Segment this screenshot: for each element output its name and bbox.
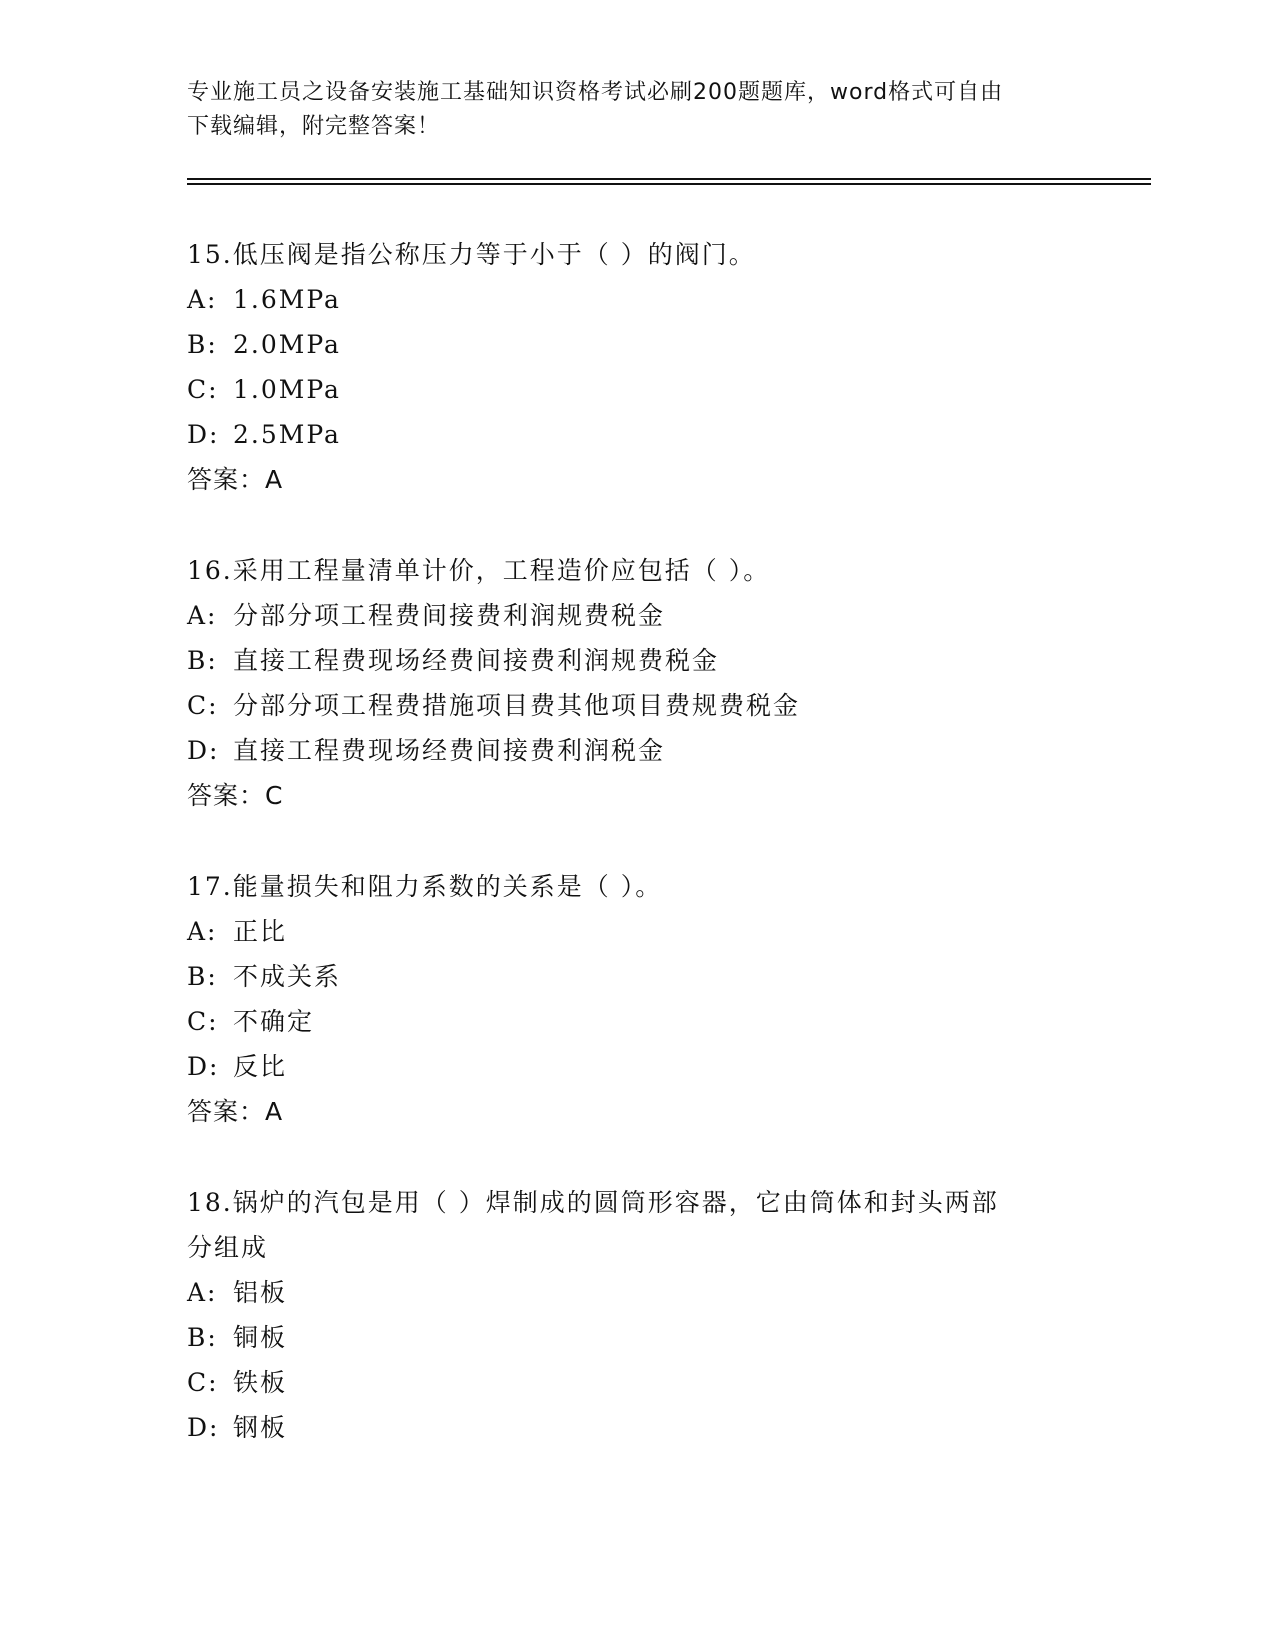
option-label: A: [187,285,218,314]
option-text: 直接工程费现场经费间接费利润税金 [233,736,666,765]
option-label: B: [187,962,218,991]
option-b [187,1315,1087,1360]
option-label: C: [187,375,219,404]
answer-line: 答案：A [187,465,284,494]
option-text: 钢板 [233,1413,288,1442]
option-d [187,728,1087,773]
option-b [187,638,1087,683]
option-text: 分部分项工程费措施项目费其他项目费规费税金 [233,691,801,720]
option-label: D: [187,1413,220,1442]
option-d [187,1044,1087,1089]
question-stem-line-2: 分组成 [187,1233,269,1262]
option-label: C: [187,1368,219,1397]
question-16 [187,548,1087,818]
header-divider-bottom [187,183,1151,185]
option-b [187,322,1087,367]
option-label: D: [187,736,220,765]
option-d [187,1405,1087,1450]
question-15 [187,232,1087,502]
option-text: 铁板 [233,1368,288,1397]
option-label: C: [187,1007,219,1036]
option-text: 铜板 [233,1323,288,1352]
question-stem: 16.采用工程量清单计价，工程造价应包括（ ）。 [187,556,771,585]
option-text: 1.0MPa [233,375,341,404]
question-stem: 17.能量损失和阻力系数的关系是（ ）。 [187,872,663,901]
answer-line: 答案：C [187,781,284,810]
option-text: 1.6MPa [233,285,341,314]
option-text: 正比 [233,917,288,946]
option-c [187,999,1087,1044]
document-header [187,76,1067,144]
option-label: A: [187,601,218,630]
option-c [187,367,1087,412]
option-text: 不成关系 [233,962,342,991]
option-text: 反比 [233,1052,288,1081]
option-c [187,683,1087,728]
option-label: A: [187,917,218,946]
option-label: A: [187,1278,218,1307]
option-a [187,909,1087,954]
option-a [187,1270,1087,1315]
option-text: 2.5MPa [233,420,341,449]
option-text: 不确定 [233,1007,315,1036]
header-divider-top [187,178,1151,180]
option-label: B: [187,1323,218,1352]
option-a [187,277,1087,322]
header-line-1: 专业施工员之设备安装施工基础知识资格考试必刷200题题库，word格式可自由 [187,80,1004,105]
option-text: 铝板 [233,1278,288,1307]
option-text: 直接工程费现场经费间接费利润规费税金 [233,646,720,675]
option-label: B: [187,330,218,359]
option-label: D: [187,1052,220,1081]
option-text: 分部分项工程费间接费利润规费税金 [233,601,666,630]
option-label: B: [187,646,218,675]
option-c [187,1360,1087,1405]
answer-line: 答案：A [187,1097,284,1126]
option-text: 2.0MPa [233,330,341,359]
option-d [187,412,1087,457]
option-a [187,593,1087,638]
question-stem: 15.低压阀是指公称压力等于小于（ ）的阀门。 [187,240,756,269]
option-label: D: [187,420,220,449]
question-18 [187,1180,1087,1450]
question-stem-line-1: 18.锅炉的汽包是用（ ）焊制成的圆筒形容器，它由筒体和封头两部 [187,1188,999,1217]
header-line-2: 下载编辑，附完整答案！ [187,114,441,139]
question-17 [187,864,1087,1134]
option-label: C: [187,691,219,720]
option-b [187,954,1087,999]
